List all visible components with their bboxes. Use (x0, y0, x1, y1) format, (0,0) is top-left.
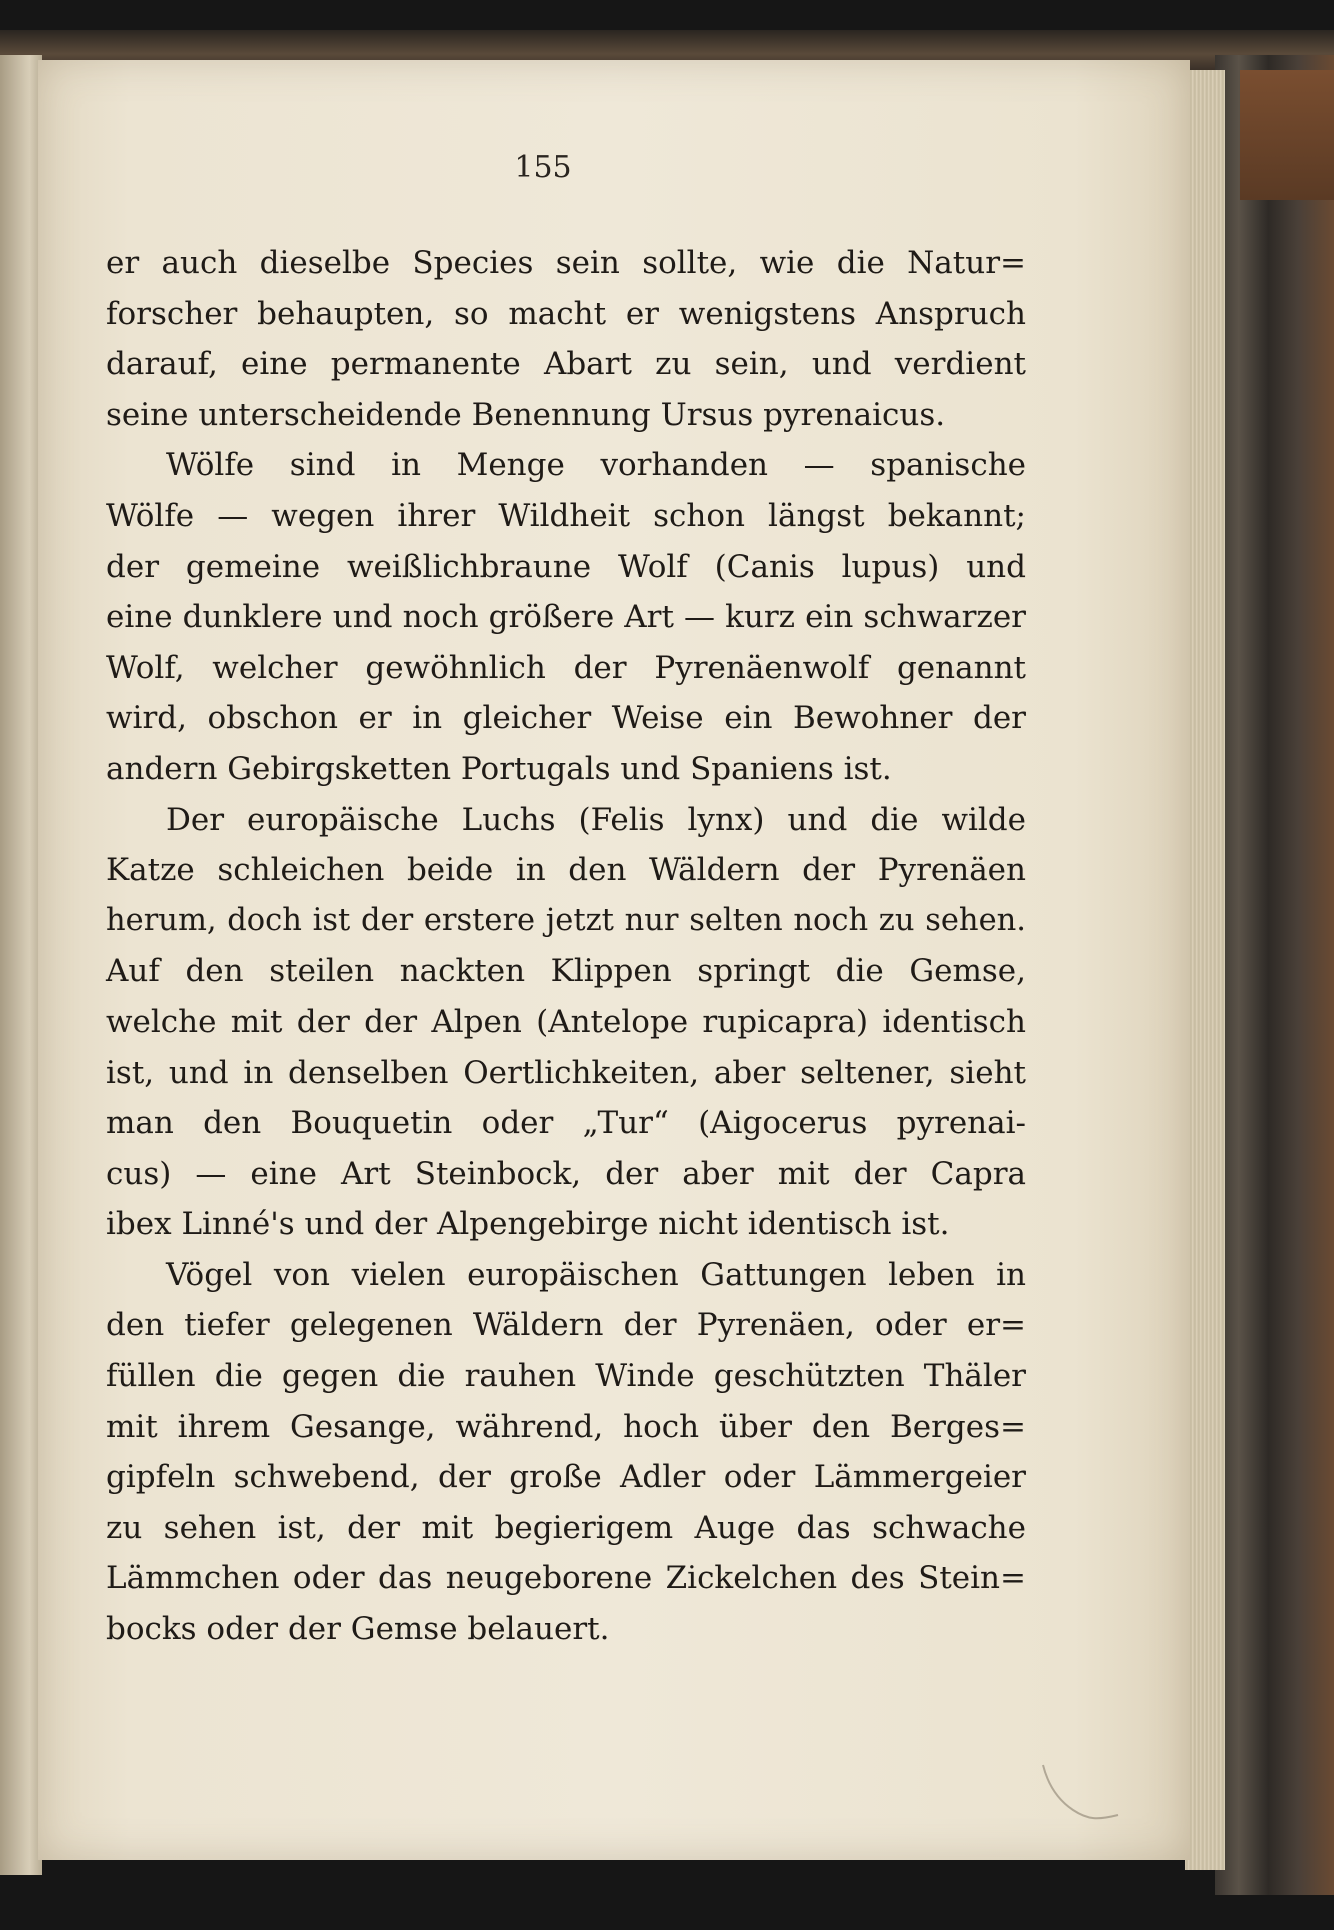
text-line: forscher behaupten, so macht er wenigstens Anspruch (106, 295, 1026, 332)
page-stack-edge (1185, 70, 1225, 1870)
text-line: darauf, eine permanente Abart zu sein, und verdient (106, 346, 1026, 383)
text-line: wird, obschon er in gleicher Weise ein Bewohner der (106, 700, 1026, 737)
text-line: bocks oder der Gemse belauert. (106, 1611, 610, 1648)
text-line: Wolf, welcher gewöhnlich der Pyrenäenwolf genannt (106, 649, 1026, 686)
book-spine (1215, 55, 1334, 1895)
text-line: herum, doch ist der erstere jetzt nur selten noch zu sehen. (106, 902, 1026, 938)
body-text (106, 238, 1026, 1655)
text-line: Auf den steilen nackten Klippen springt die Gemse, (106, 953, 1026, 990)
text-line: welche mit der der Alpen (Antelope rupicapra) identisch (106, 1003, 1026, 1040)
text-line: mit ihrem Gesange, während, hoch über den Berges= (106, 1408, 1026, 1445)
text-line: Vögel von vielen europäischen Gattungen leben in (166, 1256, 1026, 1293)
text-line: cus) — eine Art Steinbock, der aber mit der Capra (106, 1155, 1026, 1192)
text-line: Wölfe — wegen ihrer Wildheit schon längst bekannt; (106, 497, 1026, 534)
spine-leather-corner (1240, 70, 1334, 200)
text-line: eine dunklere und noch größere Art — kurz ein schwarzer (106, 599, 1026, 636)
text-line: er auch dieselbe Species sein sollte, wie die Natur= (106, 245, 1026, 281)
text-line: der gemeine weißlichbraune Wolf (Canis lupus) und (106, 548, 1026, 585)
text-line: gipfeln schwebend, der große Adler oder Lämmergeier (106, 1459, 1026, 1496)
text-line: zu sehen ist, der mit begierigem Auge das schwache (106, 1509, 1026, 1546)
text-line: Wölfe sind in Menge vorhanden — spanische (166, 447, 1026, 484)
text-line: seine unterscheidende Benennung Ursus pyrenaicus. (106, 396, 946, 433)
book-page (38, 60, 1190, 1860)
text-line: füllen die gegen die rauhen Winde geschützten Thäler (106, 1358, 1026, 1395)
page-number: 155 (514, 150, 572, 185)
text-line: den tiefer gelegenen Wäldern der Pyrenäen, oder er= (106, 1307, 1026, 1344)
text-line: man den Bouquetin oder „Tur“ (Aigocerus pyrenai- (106, 1105, 1026, 1142)
left-page-edge (0, 55, 42, 1875)
text-line: andern Gebirgsketten Portugals und Spaniens ist. (106, 750, 892, 787)
text-line: ist, und in denselben Oertlichkeiten, aber seltener, sieht (106, 1054, 1026, 1091)
pencil-scribble (1038, 1760, 1128, 1850)
text-line: ibex Linné's und der Alpengebirge nicht identisch ist. (106, 1206, 950, 1243)
text-line: Katze schleichen beide in den Wäldern der Pyrenäen (106, 852, 1026, 889)
text-line: Der europäische Luchs (Felis lynx) und die wilde (166, 801, 1026, 838)
text-line: Lämmchen oder das neugeborene Zickelchen des Stein= (106, 1560, 1026, 1597)
